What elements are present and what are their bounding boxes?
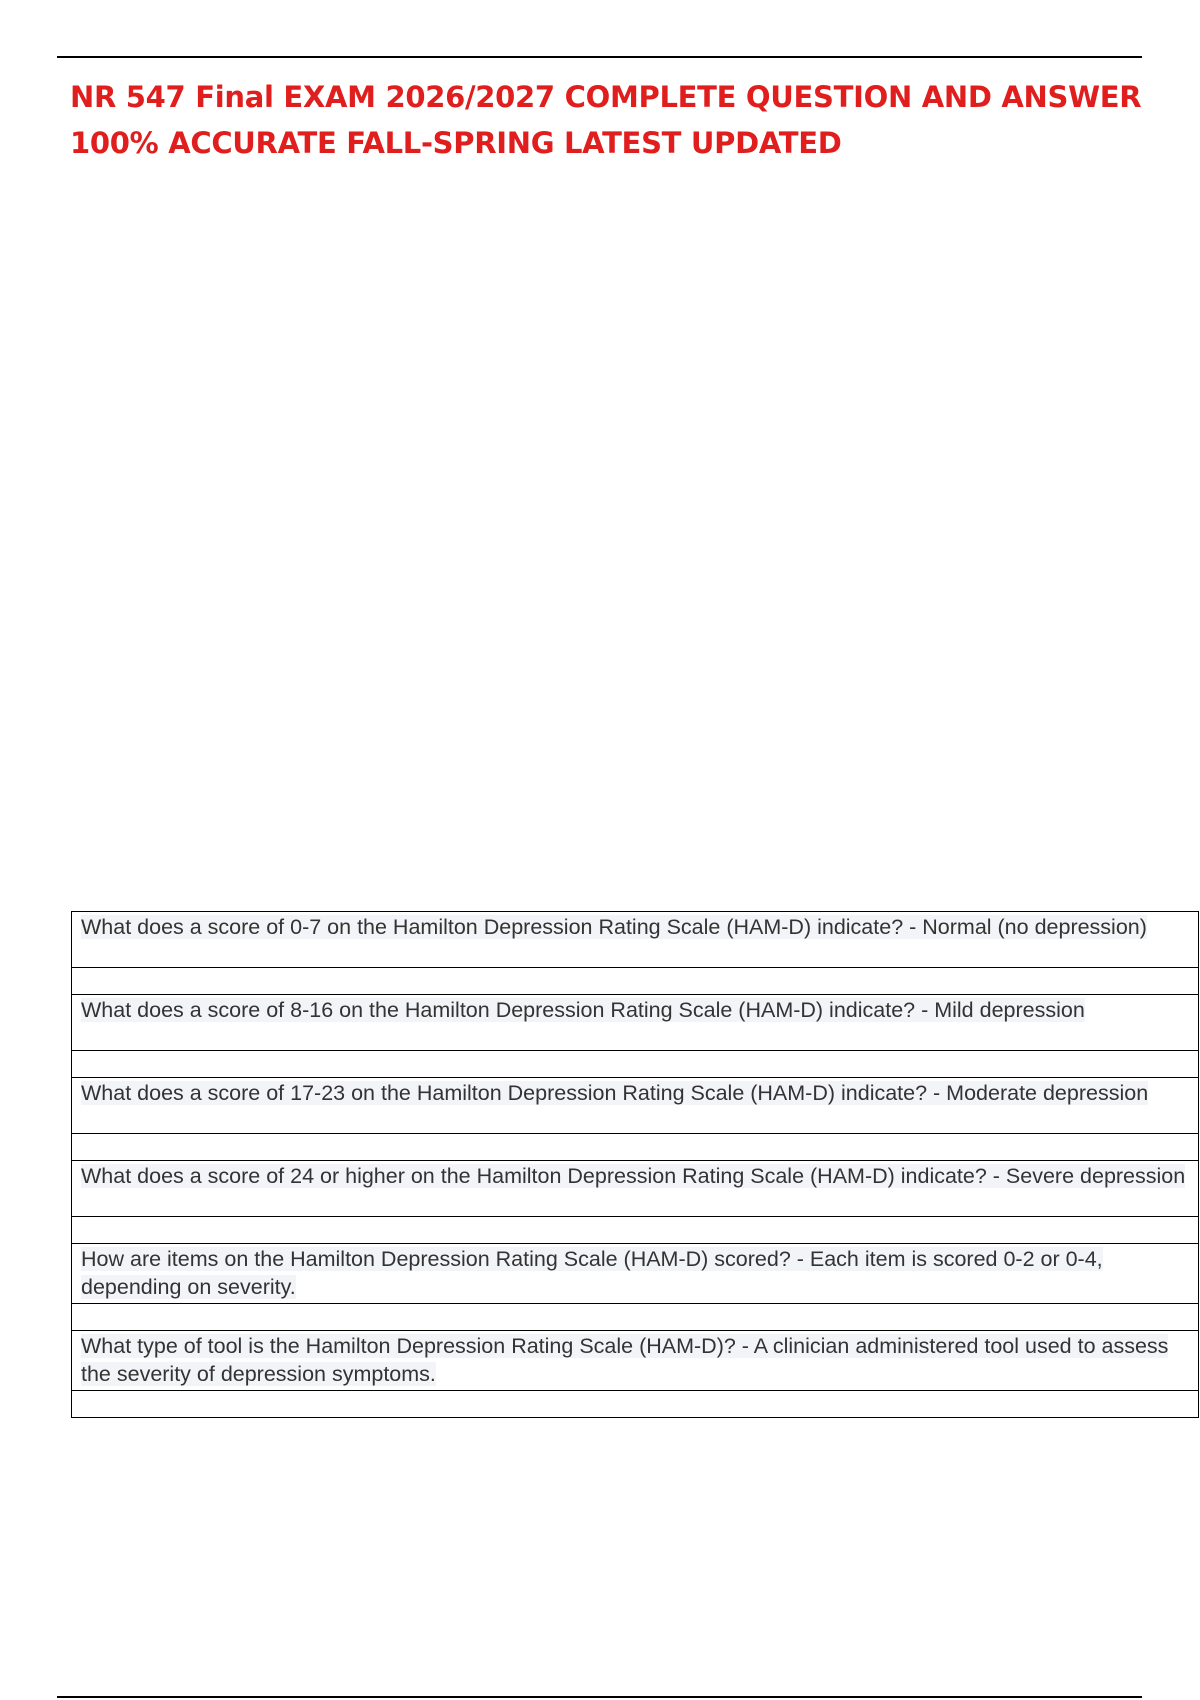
spacer-row [72,968,1199,995]
spacer-cell [72,1217,1199,1244]
spacer-row [72,1391,1199,1418]
qa-cell [72,1078,1199,1134]
qa-text: What does a score of 8-16 on the Hamilton Depression Rating Scale (HAM-D) indicate? - Mild depression [81,998,1085,1022]
spacer-cell [72,968,1199,995]
spacer-cell [72,1051,1199,1078]
qa-row [72,1078,1199,1134]
qa-cell [72,1244,1199,1304]
qa-cell [72,1161,1199,1217]
qa-text: What does a score of 24 or higher on the Hamilton Depression Rating Scale (HAM-D) indicate? - Severe depression [81,1164,1186,1188]
qa-text: What type of tool is the Hamilton Depression Rating Scale (HAM-D)? - A clinician administered tool used to assess the severity of depression symptoms. [81,1334,1169,1386]
top-divider [57,56,1142,58]
qa-text: What does a score of 0-7 on the Hamilton Depression Rating Scale (HAM-D) indicate? - Normal (no depression) [81,915,1147,939]
qa-table [71,911,1199,1418]
qa-cell [72,995,1199,1051]
qa-row [72,1161,1199,1217]
qa-text: What does a score of 17-23 on the Hamilton Depression Rating Scale (HAM-D) indicate? - Moderate depression [81,1081,1149,1105]
spacer-row [72,1217,1199,1244]
qa-row [72,995,1199,1051]
qa-row [72,1244,1199,1304]
qa-row [72,912,1199,968]
spacer-row [72,1134,1199,1161]
spacer-row [72,1051,1199,1078]
qa-text: How are items on the Hamilton Depression Rating Scale (HAM-D) scored? - Each item is scored 0-2 or 0-4, depending on severity. [81,1247,1103,1299]
spacer-cell [72,1391,1199,1418]
spacer-row [72,1304,1199,1331]
bottom-divider [57,1696,1142,1698]
spacer-cell [72,1134,1199,1161]
document-title: NR 547 Final EXAM 2026/2027 COMPLETE QUESTION AND ANSWER 100% ACCURATE FALL-SPRING LATEST UPDATED [70,80,1142,160]
qa-cell [72,912,1199,968]
qa-cell [72,1331,1199,1391]
spacer-cell [72,1304,1199,1331]
qa-row [72,1331,1199,1391]
